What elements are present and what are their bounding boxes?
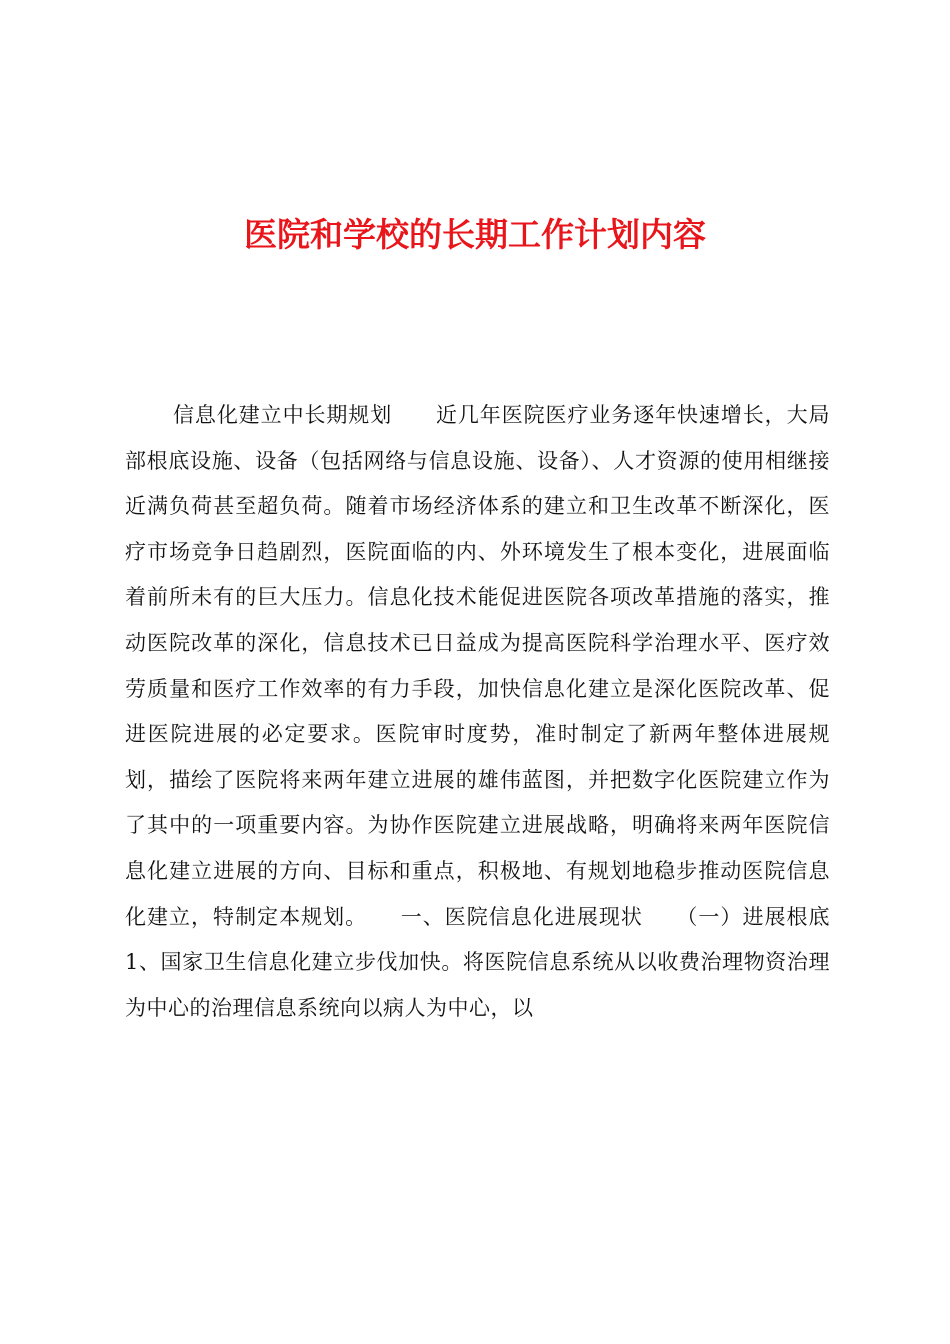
document-body-paragraph: 信息化建立中长期规划 近几年医院医疗业务逐年快速增长，大局部根底设施、设备（包括网络与信息设施、设备）、人才资源的使用相继接近满负荷甚至超负荷。随着市场经济体系的建立和卫生改革不断深化，医疗市场竞争日趋剧烈，医院面临的内、外环境发生了根本变化，进展面临着前所未有的巨大压力。信息化技术能促进医院各项改革措施的落实，推动医院改革的深化，信息技术已日益成为提高医院科学治理水平、医疗效劳质量和医疗工作效率的有力手段，加快信息化建立是深化医院改革、促进医院进展的必定要求。医院审时度势，准时制定了新两年整体进展规划，描绘了医院将来两年建立进展的雄伟蓝图，并把数字化医院建立作为了其中的一项重要内容。为协作医院建立进展战略，明确将来两年医院信息化建立进展的方向、目标和重点，积极地、有规划地稳步推动医院信息化建立，特制定本规划。 一、医院信息化进展现状 （一）进展根底 1、国家卫生信息化建立步伐加快。将医院信息系统从以收费治理物资治理为中心的治理信息系统向以病人为中心，以 xyxy=(125,403,873,1020)
document-title: 医院和学校的长期工作计划内容 xyxy=(244,215,706,254)
